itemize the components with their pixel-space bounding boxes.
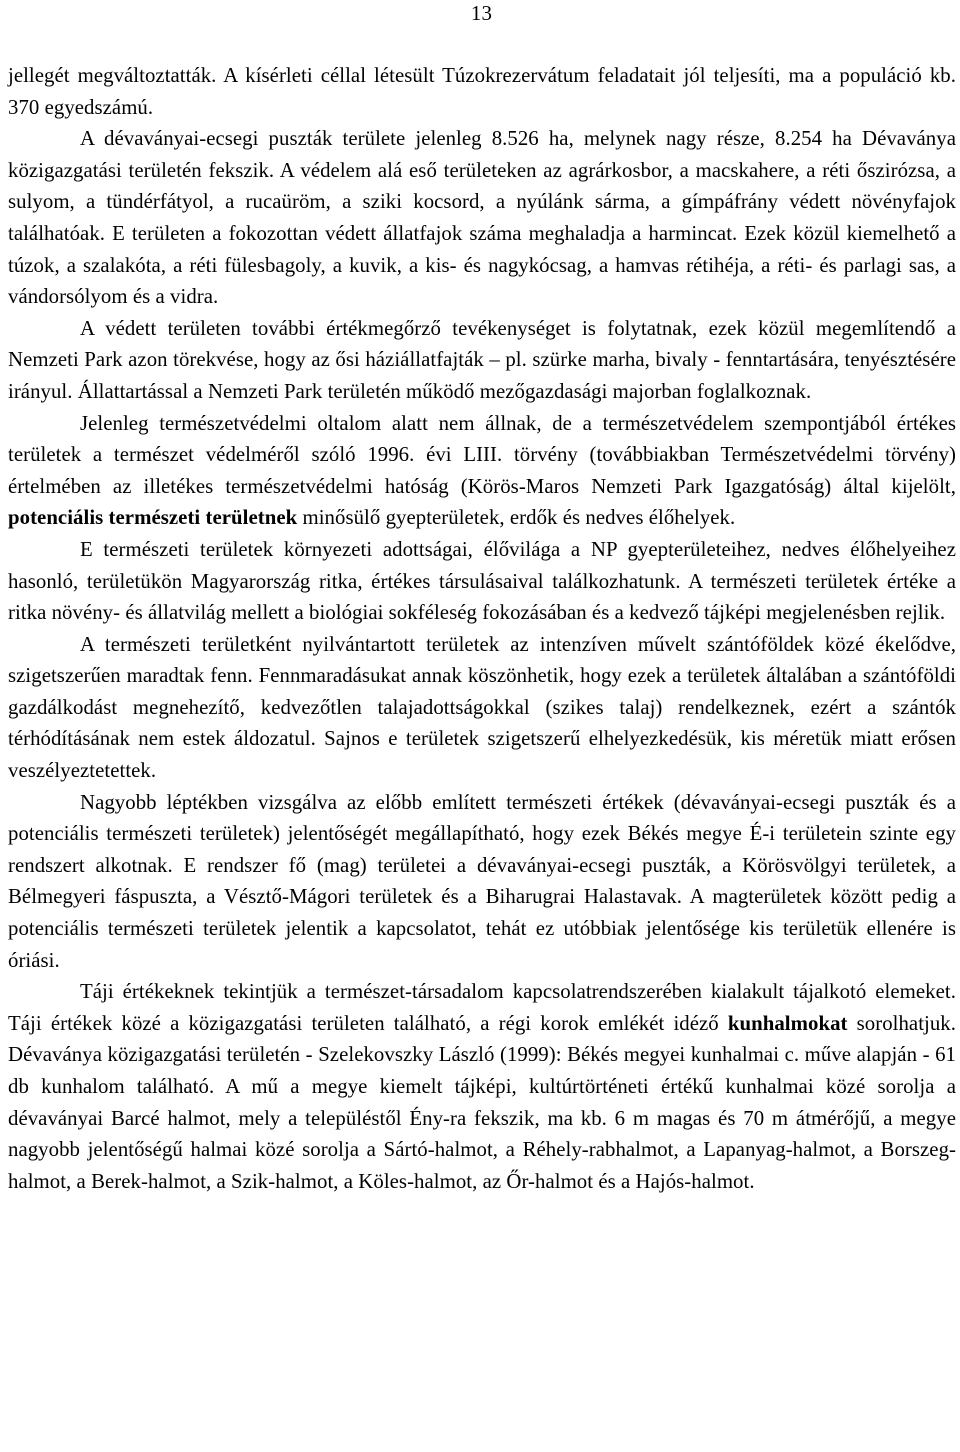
paragraph [8,976,956,1197]
paragraph-text: A természeti területként nyilvántartott területek az intenzíven művelt szántóföldek közé ékelődve, szigetszerűen maradtak fenn. Fennmaradásukat annak köszönhetik, hogy ezek a területek általában a szántóföldi gazdálkodást megnehezítő, kedvezőtlen talajadottságokkal (szikes talaj) rendelkeznek, ezért a szántók térhódításának nem estek áldozatul. Sajnos e területek szigetszerű elhelyezkedésük, kis méretük miatt erősen veszélyeztetettek. [8,632,956,783]
paragraph-text: sorolhatjuk. Dévaványa közigazgatási területén - Szelekovszky László (1999): Békés megyei kunhalmai c. műve alapján - 61 db kunhalom található. A mű a megye kiemelt tájképi, kultúrtörténeti értékű kunhalmai közé sorolja a dévaványai Barcé halmot, mely a településtől Ény-ra fekszik, ma kb. 6 m magas és 70 m átmérőjű, a megye nagyobb jelentőségű halmai közé sorolja a Sártó-halmot, a Réhely-rabhalmot, a Lapanyag-halmot, a Borszeg-halmot, a Berek-halmot, a Szik-halmot, a Köles-halmot, az Őr-halmot és a Hajós-halmot. [8,1011,957,1193]
paragraph-text: A dévaványai-ecsegi puszták területe jelenleg 8.526 ha, melynek nagy része, 8.254 ha Dévaványa közigazgatási területén fekszik. A védelem alá eső területeken az agrárkosbor, a macskahere, a réti őszirózsa, a sulyom, a tündérfátyol, a rucaüröm, a sziki kocsord, a nyúlánk sárma, a gímpáfrány védett növényfajok találhatóak. E területen a fokozottan védett állatfajok száma meghaladja a harmincat. Ezek közül kiemelhető a túzok, a szalakóta, a réti fülesbagoly, a kuvik, a kis- és nagykócsag, a hamvas rétihéja, a réti- és parlagi sas, a vándorsólyom és a vidra. [8,127,956,309]
paragraph [8,534,956,629]
bold-text: kunhalmokat [727,1011,848,1035]
paragraph [8,408,956,534]
paragraph-text: Nagyobb léptékben vizsgálva az előbb említett természeti értékek (dévaványai-ecsegi puszták és a potenciális természeti területek) jelentőségét megállapítható, hogy ezek Békés megye É-i területein szinte egy rendszert alkotnak. E rendszer fő (mag) területei a dévaványai-ecsegi puszták, a Körösvölgyi területek, a Bélmegyeri fáspuszta, a Vésztő-Mágori területek és a Biharugrai Halastavak. A magterületek között pedig a potenciális természeti területek jelentik a kapcsolatot, tehát ez utóbbiak jelentősége kis területük ellenére is óriási. [8,790,956,972]
page-number: 13 [470,1,492,25]
paragraph-text: E természeti területek környezeti adottságai, élővilága a NP gyepterületeihez, nedves élőhelyeihez hasonló, területükön Magyarország ritka, értékes társulásaival találkozhatunk. A természeti területek értéke a ritka növény- és állatvilág mellett a biológiai sokféleség fokozásában és a kedvező tájképi megjelenésben rejlik. [8,537,956,625]
paragraph [8,629,956,787]
paragraph [8,787,956,977]
paragraph-text: Jelenleg természetvédelmi oltalom alatt nem állnak, de a természetvédelem szempontjából értékes területek a természet védelméről szóló 1996. évi LIII. törvény (továbbiakban Természetvédelmi törvény) értelmében az illetékes természetvédelmi hatóság (Körös-Maros Nemzeti Park Igazgatóság) által kijelölt, [8,411,956,498]
bold-text: potenciális természeti területnek [8,506,298,530]
paragraph [8,60,956,123]
paragraph-text: A védett területen további értékmegőrző tevékenységet is folytatnak, ezek közül megemlítendő a Nemzeti Park azon törekvése, hogy az ősi háziállatfajták – pl. szürke marha, bivaly - fenntartására, tenyésztésére irányul. Állattartással a Nemzeti Park területén működő mezőgazdasági majorban foglalkoznak. [8,316,956,403]
paragraph [8,123,956,313]
paragraph-text: Táji értékeknek tekintjük a természet-társadalom kapcsolatrendszerében kialakult tájalkotó elemeket. Táji értékek közé a közigazgatási területen található, a régi korok emlékét idéző [8,980,956,1035]
body-text [8,60,956,1197]
paragraph-text: minősülő gyepterületek, erdők és nedves élőhelyek. [297,506,736,530]
paragraph [8,313,956,408]
paragraph-text: jellegét megváltoztatták. A kísérleti céllal létesült Túzokrezervátum feladatait jól teljesíti, ma a populáció kb. 370 egyedszámú. [8,64,956,119]
